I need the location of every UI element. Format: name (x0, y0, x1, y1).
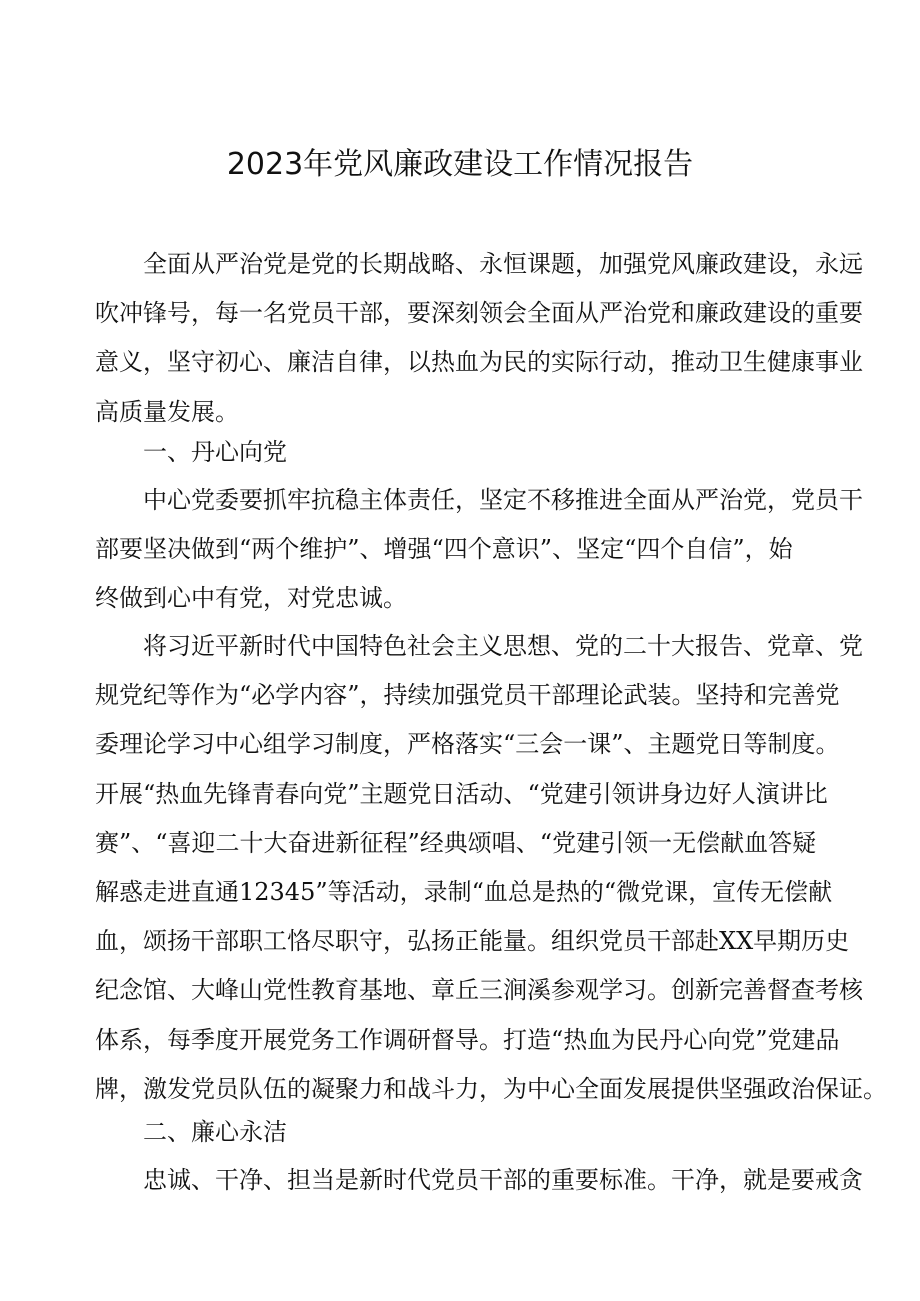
paragraph-line: 终做到心中有党，对党忠诚。 (95, 584, 407, 613)
section-heading-1: 一、丹心向党 (143, 438, 287, 466)
document-title: 2023年党风廉政建设工作情况报告 (226, 147, 694, 182)
paragraph-line: 纪念馆、大峰山党性教育基地、章丘三涧溪参观学习。创新完善督查考核 (95, 976, 863, 1005)
paragraph-line: 规党纪等作为“必学内容”，持续加强党员干部理论武装。坚持和完善党 (95, 681, 840, 710)
section-heading-2: 二、廉心永洁 (143, 1118, 287, 1146)
paragraph-line: 忠诚、干净、担当是新时代党员干部的重要标准。干净，就是要戒贪 (143, 1166, 863, 1194)
paragraph-line: 中心党委要抓牢抗稳主体责任，坚定不移推进全面从严治党，党员干 (143, 486, 863, 514)
paragraph-line: 赛”、“喜迎二十大奋进新征程”经典颂唱、“党建引领一无偿献血答疑 (95, 828, 817, 857)
paragraph-line: 高质量发展。 (95, 397, 239, 426)
paragraph-line: 委理论学习中心组学习制度，严格落实“三会一课”、主题党日等制度。 (95, 730, 840, 759)
section1-paragraph-2 (95, 622, 887, 1114)
section1-paragraph-1 (95, 476, 863, 624)
paragraph-line: 牌，激发党员队伍的凝聚力和战斗力，为中心全面发展提供坚强政治保证。 (95, 1074, 887, 1103)
paragraph-line: 体系，每季度开展党务工作调研督导。打造“热血为民丹心向党”党建品 (95, 1025, 840, 1054)
intro-paragraph (95, 240, 863, 437)
section2-paragraph-1 (143, 1156, 863, 1205)
paragraph-line: 全面从严治党是党的长期战略、永恒课题，加强党风廉政建设，永远 (143, 250, 863, 278)
paragraph-line: 将习近平新时代中国特色社会主义思想、党的二十大报告、党章、党 (143, 632, 863, 660)
paragraph-line: 开展“热血先锋青春向党”主题党日活动、“党建引领讲身边好人演讲比 (95, 779, 828, 808)
paragraph-line: 血，颂扬干部职工恪尽职守，弘扬正能量。组织党员干部赴XX早期历史 (95, 927, 850, 956)
paragraph-line: 解惑走进直通12345”等活动，录制“血总是热的“微党课，宣传无偿献 (95, 877, 833, 906)
paragraph-line: 意义，坚守初心、廉洁自律，以热血为民的实际行动，推动卫生健康事业 (95, 348, 863, 377)
paragraph-line: 部要坚决做到“两个维护”、增强“四个意识”、坚定“四个自信”，始 (95, 535, 793, 564)
paragraph-line: 吹冲锋号，每一名党员干部，要深刻领会全面从严治党和廉政建设的重要 (95, 299, 863, 328)
